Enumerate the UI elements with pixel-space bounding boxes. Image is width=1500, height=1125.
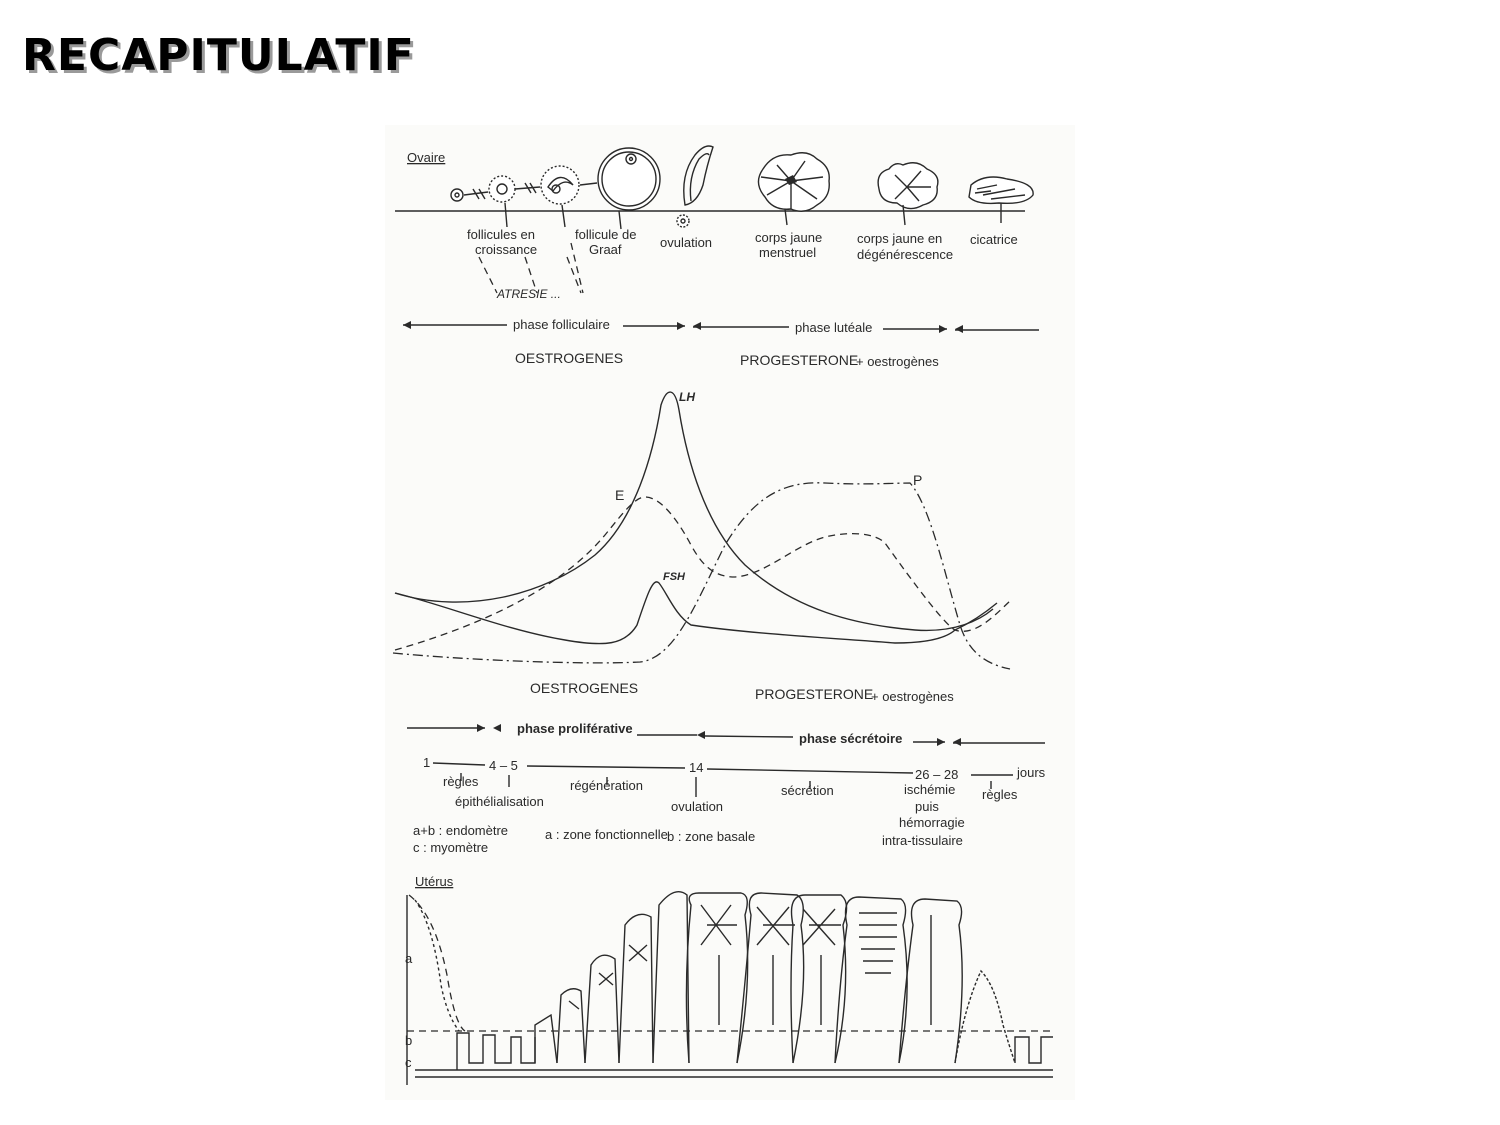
progesterone-curve [393,483,1010,669]
day-4-5: 4 – 5 [489,758,518,773]
event-regles-end: règles [982,787,1018,802]
label-fsh: FSH [663,571,685,583]
label-scar: cicatrice [970,232,1018,247]
legend-a: a : zone fonctionnelle [545,827,668,842]
label-degenerating-1: corps jaune en [857,231,943,246]
event-regeneration: régénération [570,778,643,793]
fsh-curve [395,582,997,644]
hormone-follicular-top: OESTROGENES [515,350,624,366]
label-growing-follicles-2: croissance [475,242,538,257]
legend [413,823,755,855]
ovulation-icon [677,146,713,227]
phase-luteal-label: phase lutéale [795,320,873,335]
phase-follicular-label: phase folliculaire [513,317,610,332]
hormone-luteal-bottom-secondary: + oestrogènes [871,689,954,704]
label-e: E [615,487,625,503]
ovary-section [395,146,1033,301]
label-corpus-luteum-2: menstruel [759,245,817,260]
day-1: 1 [423,755,431,770]
day-26-28: 26 – 28 [915,767,959,782]
day-unit: jours [1017,765,1046,780]
phase-proliferative-label: phase proliférative [517,721,633,736]
event-ischemie-2: puis [915,799,939,814]
uterine-phases [407,721,1045,746]
event-ischemie-4: intra-tissulaire [882,833,963,848]
lh-curve [395,392,993,630]
label-degenerating-2: dégénérescence [857,247,954,262]
label-atresia: ATRESIE ... [497,287,561,301]
legend-b: b : zone basale [667,829,756,844]
label-ovulation: ovulation [660,235,713,250]
label-lh: LH [679,390,695,404]
ovary-label: Ovaire [407,150,446,165]
primordial-follicle-icon [451,189,463,201]
legend-c: c : myomètre [413,840,489,855]
label-graaf-follicle-1: follicule de [575,227,637,242]
event-ischemie-3: hémorragie [899,815,965,830]
menstrual-cycle-diagram [385,125,1075,1100]
hormone-curves [393,390,1010,704]
label-p: P [913,472,923,488]
label-graaf-follicle-2: Graaf [589,242,622,257]
antral-follicle-icon [541,166,579,204]
layer-b-label: b [405,1033,413,1048]
uterus-section [405,874,1053,1085]
scar-icon [969,177,1033,203]
growing-follicle-icon [489,176,515,202]
phase-secretory-label: phase sécrétoire [799,731,903,746]
ovarian-phases [403,317,1039,369]
event-ovulation: ovulation [671,799,724,814]
event-secretion: sécrétion [781,783,834,798]
layer-c-label: c [405,1055,412,1070]
event-epithelialisation: épithélialisation [455,794,544,809]
label-corpus-luteum-1: corps jaune [755,230,823,245]
graaf-follicle-icon [598,148,660,210]
hormone-luteal-bottom: PROGESTERONE [755,686,874,702]
hormone-luteal-top: PROGESTERONE [740,352,859,368]
hormone-follicular-bottom: OESTROGENES [530,680,639,696]
corpus-luteum-icon [758,153,829,212]
uterus-label: Utérus [415,874,454,889]
degenerating-corpus-luteum-icon [878,163,938,209]
event-regles-start: règles [443,774,479,789]
hormone-luteal-top-secondary: + oestrogènes [856,354,939,369]
label-growing-follicles-1: follicules en [467,227,535,242]
day-14: 14 [689,760,704,775]
page-title: RECAPITULATIF [22,30,415,81]
event-ischemie-1: ischémie [904,782,956,797]
legend-ab: a+b : endomètre [413,823,509,838]
layer-a-label: a [405,951,413,966]
